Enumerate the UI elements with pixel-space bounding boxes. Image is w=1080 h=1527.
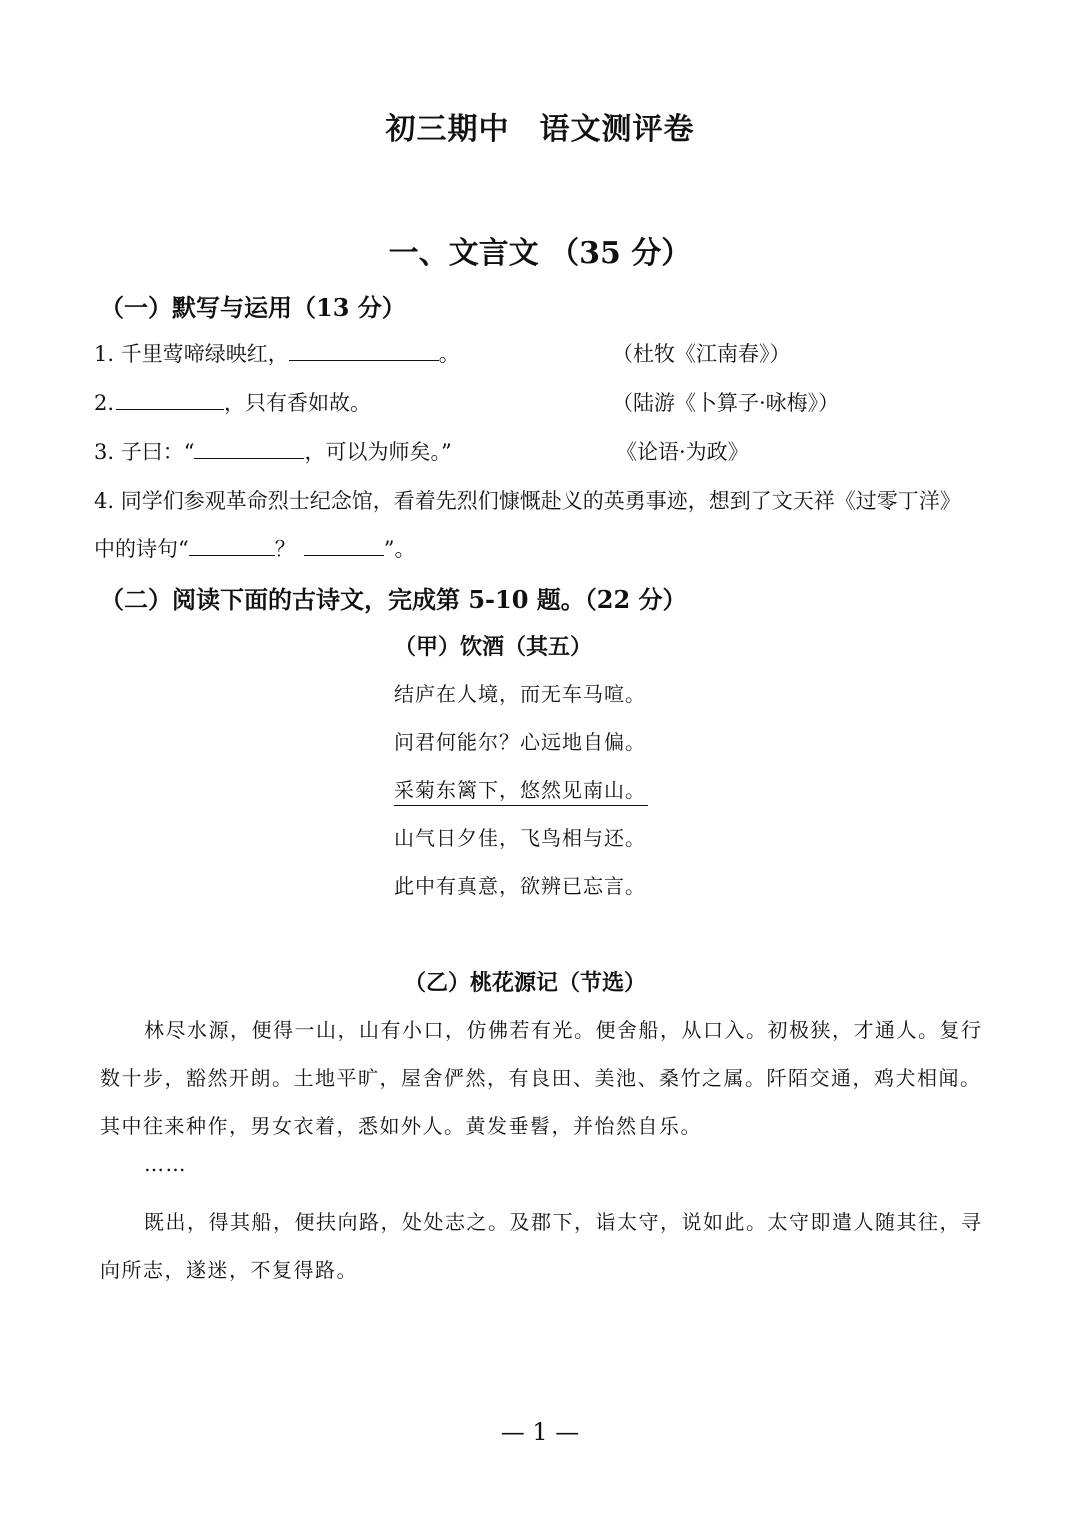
poem-line: 山气日夕佳，飞鸟相与还。	[394, 826, 646, 850]
poem-line: 此中有真意，欲辨已忘言。	[394, 874, 646, 898]
section-heading: 一、文言文 （35 分）	[388, 236, 692, 271]
prose-line: 向所志，遂迷，不复得路。	[100, 1258, 358, 1282]
answer-blank	[189, 537, 275, 556]
question-1-source: （杜牧《江南春》）	[612, 342, 791, 366]
question-3: 3. 子曰：“ ，可以为师矣。”	[94, 440, 452, 464]
prose-ellipsis: ……	[144, 1152, 187, 1176]
prose-line: 既出，得其船，便扶向路，处处志之。及郡下，诣太守，说如此。太守即遣人随其往，寻	[144, 1210, 983, 1234]
question-2: 2. ，只有香如故。	[94, 391, 372, 415]
poem-a-title: （甲）饮酒（其五）	[394, 634, 593, 660]
question-1: 1. 千里莺啼绿映红， 。	[94, 342, 460, 366]
exam-title-part1: 初三期中	[385, 112, 510, 147]
question-4-line2: 中的诗句“ ？ ”。	[94, 537, 416, 561]
question-3-source: 《论语·为政》	[616, 440, 749, 464]
prose-b-title: （乙）桃花源记（节选）	[404, 970, 647, 996]
question-2-source: （陆游《卜算子·咏梅》）	[612, 391, 840, 415]
question-4-line1: 4. 同学们参观革命烈士纪念馆，看着先烈们慷慨赴义的英勇事迹，想到了文天祥《过零丁洋》	[94, 489, 961, 513]
prose-line: 数十步，豁然开朗。土地平旷，屋舍俨然，有良田、美池、桑竹之属。阡陌交通，鸡犬相闻。	[100, 1066, 982, 1090]
poem-line: 问君何能尔？心远地自偏。	[394, 730, 646, 754]
part1-heading: （一）默写与运用（13 分）	[100, 293, 406, 322]
prose-line: 林尽水源，便得一山，山有小口，仿佛若有光。便舍船，从口入。初极狭，才通人。复行	[144, 1018, 983, 1042]
page-number: — 1 —	[500, 1418, 580, 1446]
exam-title	[0, 104, 1080, 148]
poem-line: 结庐在人境，而无车马喧。	[394, 682, 646, 706]
poem-line-underlined: 采菊东篱下，悠然见南山。	[394, 774, 648, 806]
answer-blank	[304, 537, 384, 556]
prose-line: 其中往来种作，男女衣着，悉如外人。黄发垂髫，并怡然自乐。	[100, 1114, 702, 1138]
exam-title-part2: 语文测评卷	[539, 112, 695, 147]
answer-blank	[289, 342, 439, 361]
part2-heading: （二）阅读下面的古诗文，完成第 5-10 题。（22 分）	[100, 585, 687, 614]
answer-blank	[194, 440, 304, 459]
answer-blank	[116, 391, 224, 410]
